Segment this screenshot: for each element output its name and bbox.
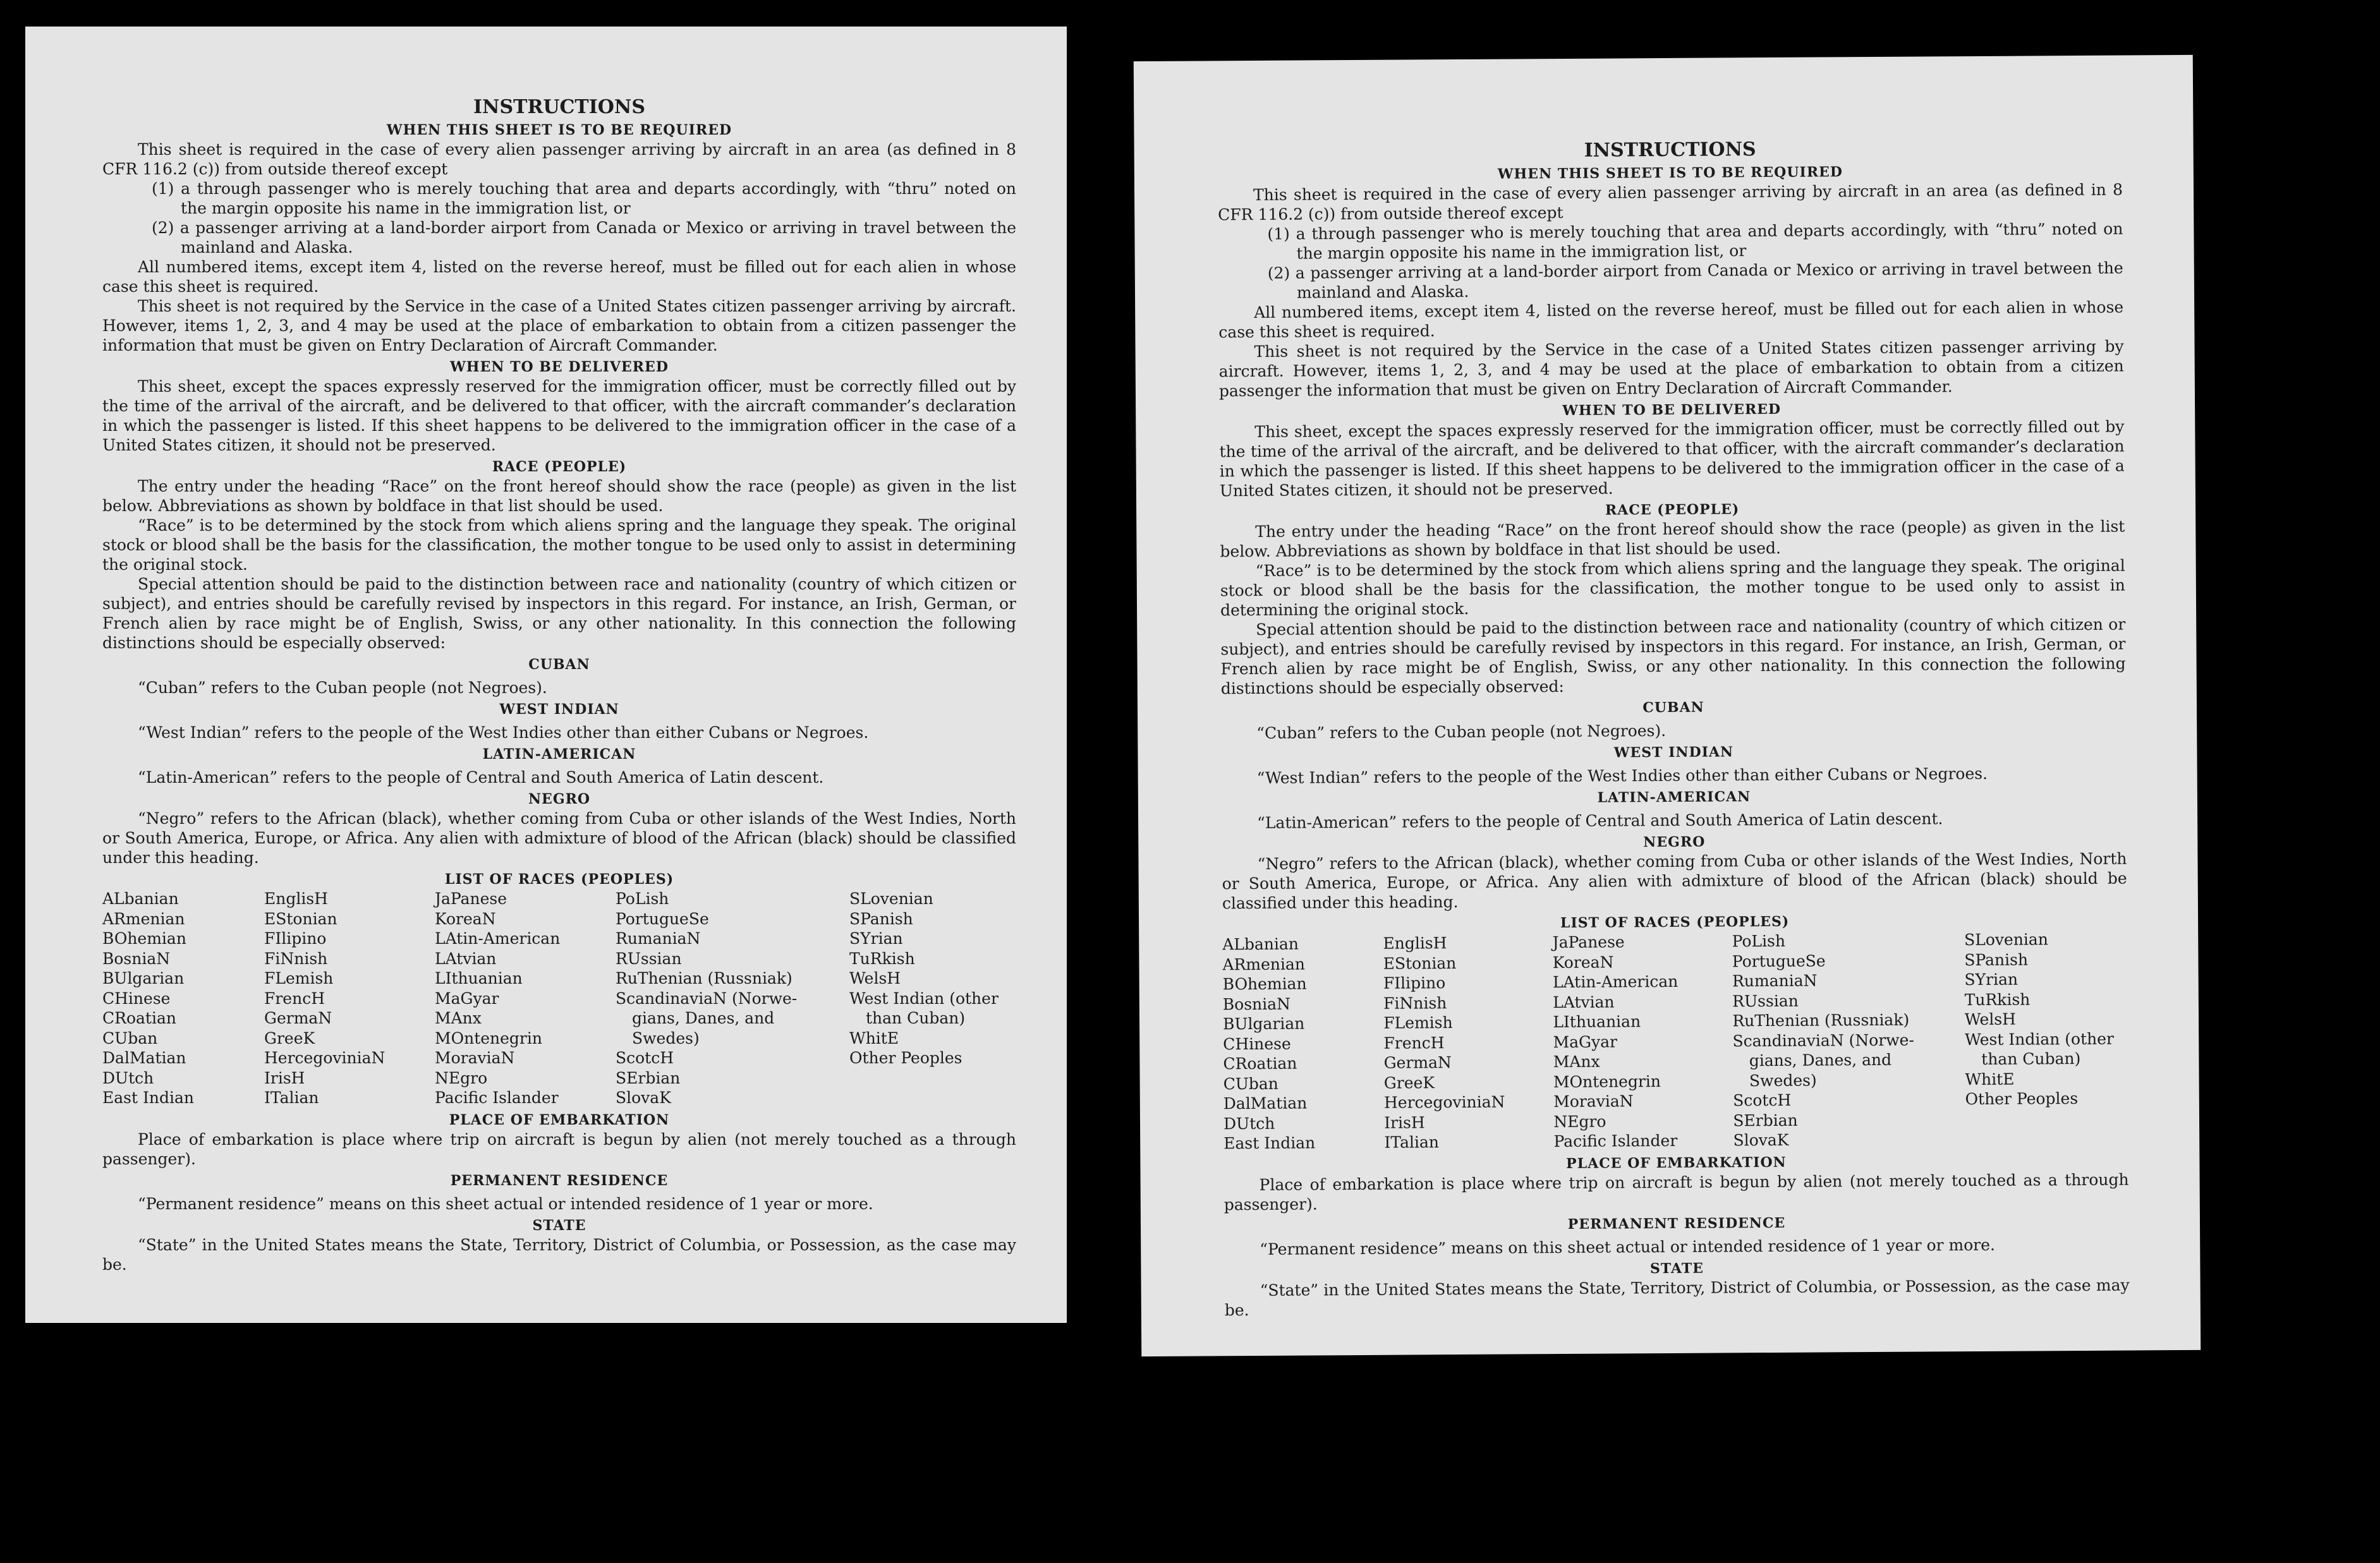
- race-entry: JaPanese: [435, 890, 507, 908]
- race-entry: LAtvian: [1553, 993, 1615, 1011]
- race-entry: JaPanese: [1552, 932, 1625, 952]
- embarkation-paragraph: Place of embarkation is place where trip on aircraft is begun by alien (not merely touched as a through passenger).: [1223, 1170, 2129, 1214]
- race-entry: DUtch: [1223, 1114, 1275, 1133]
- race-entry: LIthuanian: [1553, 1012, 1641, 1032]
- race-entry: BosniaN: [102, 949, 171, 968]
- exception-1: (1) a through passenger who is merely touching that area and departs accordingly, with “thru” noted on the margin opposite his name in the immigration list, or: [152, 179, 1016, 217]
- race-entry: MaGyar: [435, 989, 499, 1008]
- race-entry: FrencH: [264, 989, 325, 1008]
- race-entry: WelsH: [849, 969, 901, 987]
- heading-list-of-races: LIST OF RACES (PEOPLES): [444, 871, 674, 888]
- intro-paragraph: This sheet is required in the case of every alien passenger arriving by aircraft in an area (as defined in 8 CFR 116.2 (c)) from outside thereof except: [102, 140, 1016, 178]
- heading-latin-american: LATIN-AMERICAN: [482, 746, 636, 763]
- race-entry: TuRkish: [1964, 990, 2031, 1009]
- race-entry: PoLish: [1732, 931, 1786, 951]
- race-entry: BOhemian: [102, 929, 186, 948]
- race-entry: SYrian: [849, 929, 903, 948]
- race-entry: LAtin-American: [435, 929, 561, 948]
- race-entry: Other Peoples: [1965, 1089, 2079, 1109]
- intro-paragraph: This sheet is required in the case of every alien passenger arriving by aircraft in an area (as defined in 8 CFR 116.2 (c)) from outside thereof except: [1218, 180, 2123, 224]
- race-entry: FiNnish: [264, 949, 328, 968]
- race-entry: GermaN: [1383, 1053, 1452, 1072]
- race-entry: HercegoviniaN: [1383, 1092, 1505, 1112]
- heading-embarkation: PLACE OF EMBARKATION: [449, 1111, 670, 1128]
- race-entry: RUssian: [616, 949, 682, 968]
- west-indian-definition: “West Indian” refers to the people of the West Indies other than either Cubans or Negroes.: [1256, 764, 1988, 787]
- race-entry: EnglisH: [264, 890, 328, 908]
- race-paragraph-2: “Race” is to be determined by the stock from which aliens spring and the language they speak. The original stock or blood shall be the basis for the classification, the mother tongue to be used only to assist in determining the original stock.: [102, 516, 1016, 574]
- race-entry: PoLish: [616, 890, 669, 908]
- race-entry: HercegoviniaN: [264, 1049, 386, 1067]
- race-column-1: [1222, 934, 1384, 1154]
- race-entry: ScotcH: [616, 1049, 674, 1067]
- race-entry: MAnx: [1553, 1052, 1600, 1071]
- race-entry: Other Peoples: [849, 1049, 962, 1067]
- race-entry: ScandinaviaN (Norwe-: [1732, 1030, 1914, 1050]
- race-entry: FLemish: [264, 969, 334, 987]
- race-entry: ScandinaviaN (Norwe-: [616, 989, 798, 1008]
- race-entry: EStonian: [264, 909, 337, 928]
- exception-2: (2) a passenger arriving at a land-border airport from Canada or Mexico or arriving in travel between the mainland and Alaska.: [1267, 258, 2123, 302]
- negro-definition: “Negro” refers to the African (black), whether coming from Cuba or other islands of the West Indies, North or South America, Europe, or Africa. Any alien with admixture of blood of the African (black) should be classified under this heading.: [102, 809, 1016, 867]
- race-entry: PortugueSe: [1732, 951, 1826, 970]
- cuban-definition: “Cuban” refers to the Cuban people (not Negroes).: [138, 679, 547, 697]
- race-entry: SLovenian: [1964, 930, 2048, 950]
- race-entry: SLovenian: [849, 890, 933, 908]
- not-required-paragraph: This sheet is not required by the Service in the case of a United States citizen passenger arriving by aircraft. However, items 1, 2, 3, and 4 may be used at the place of embarkation to obtain from a citizen passenger the information that must be given on Entry Declaration of Aircraft Commander.: [1218, 337, 2124, 401]
- race-column-3: [435, 889, 616, 1108]
- heading-negro: NEGRO: [1643, 833, 1706, 851]
- race-entry: West Indian (other: [1964, 1029, 2115, 1049]
- race-entry: East Indian: [1223, 1133, 1316, 1153]
- race-entry: CUban: [1223, 1074, 1278, 1093]
- race-entry: MAnx: [435, 1009, 482, 1027]
- heading-race: RACE (PEOPLE): [1605, 501, 1740, 519]
- numbered-items-paragraph: All numbered items, except item 4, listed on the reverse hereof, must be filled out for each alien in whose case this sheet is required.: [1218, 298, 2124, 342]
- heading-latin-american: LATIN-AMERICAN: [1597, 788, 1751, 806]
- race-paragraph-2: “Race” is to be determined by the stock from which aliens spring and the language they speak. The original stock or blood shall be the basis for the classification, the mother tongue to be used only to assist in determining the original stock.: [1220, 556, 2125, 620]
- heading-race: RACE (PEOPLE): [492, 459, 627, 475]
- cuban-definition: “Cuban” refers to the Cuban people (not Negroes).: [1256, 721, 1667, 742]
- race-entry: LAtvian: [435, 949, 497, 968]
- west-indian-definition: “West Indian” refers to the people of the West Indies other than either Cubans or Negroes.: [138, 723, 869, 742]
- race-entry: WhitE: [849, 1029, 899, 1047]
- state-definition: “State” in the United States means the State, Territory, District of Columbia, or Possession, as the case may be.: [102, 1235, 1016, 1274]
- race-entry: SErbian: [1733, 1111, 1798, 1130]
- race-entry: PortugueSe: [616, 909, 709, 928]
- race-entry: CHinese: [102, 989, 171, 1008]
- embarkation-paragraph: Place of embarkation is place where trip on aircraft is begun by alien (not merely touched as a through passenger).: [102, 1130, 1016, 1168]
- race-entry: Pacific Islander: [1553, 1131, 1678, 1151]
- race-column-2: [264, 889, 435, 1108]
- latin-american-definition: “Latin-American” refers to the people of Central and South America of Latin descent.: [1257, 809, 1943, 832]
- race-entry: CUban: [102, 1029, 158, 1047]
- heading-west-indian: WEST INDIAN: [499, 701, 619, 718]
- race-entry: CRoatian: [102, 1009, 176, 1027]
- race-entry: ITalian: [264, 1089, 319, 1107]
- race-entry: FIlipino: [1383, 974, 1446, 993]
- race-entry: NEgro: [435, 1068, 488, 1087]
- race-entry: LIthuanian: [435, 969, 523, 987]
- race-entry: Pacific Islander: [435, 1089, 559, 1107]
- race-entry: LAtin-American: [1552, 972, 1679, 992]
- race-entry: gians, Danes, and: [1749, 1050, 1892, 1070]
- heading-state: STATE: [1649, 1260, 1704, 1277]
- heading-when-required: WHEN THIS SHEET IS TO BE REQUIRED: [1497, 164, 1843, 183]
- not-required-paragraph: This sheet is not required by the Service in the case of a United States citizen passenger arriving by aircraft. However, items 1, 2, 3, and 4 may be used at the place of embarkation to obtain from a citizen passenger the information that must be given on Entry Declaration of Aircraft Commander.: [102, 297, 1016, 354]
- race-entry: gians, Danes, and: [632, 1009, 775, 1027]
- race-entry: SPanish: [1964, 950, 2029, 969]
- state-definition: “State” in the United States means the State, Territory, District of Columbia, or Possession, as the case may be.: [1224, 1276, 2130, 1319]
- residence-definition: “Permanent residence” means on this sheet actual or intended residence of 1 year or more.: [1260, 1235, 1996, 1258]
- heading-when-delivered: WHEN TO BE DELIVERED: [450, 359, 669, 375]
- heading-when-required: WHEN THIS SHEET IS TO BE REQUIRED: [386, 122, 732, 138]
- heading-state: STATE: [532, 1217, 586, 1234]
- race-entry: FrencH: [1383, 1033, 1445, 1053]
- race-entry: ALbanian: [1222, 934, 1299, 954]
- race-column-2: [1383, 932, 1553, 1152]
- race-entry: FLemish: [1383, 1013, 1453, 1032]
- title: INSTRUCTIONS: [1584, 138, 1756, 162]
- race-entry: EnglisH: [1383, 934, 1447, 953]
- race-entry: SErbian: [616, 1068, 681, 1087]
- race-entry: GreeK: [264, 1029, 315, 1047]
- race-entry: SlovaK: [1733, 1130, 1789, 1150]
- race-entry: DalMatian: [1223, 1094, 1308, 1113]
- heading-west-indian: WEST INDIAN: [1613, 744, 1734, 761]
- race-entry: MoraviaN: [435, 1049, 515, 1067]
- race-list: [102, 889, 1016, 1108]
- race-entry: GermaN: [264, 1009, 332, 1027]
- race-paragraph-1: The entry under the heading “Race” on the front hereof should show the race (people) as given in the list below. Abbreviations as shown by boldface in that list should be used.: [102, 477, 1016, 515]
- race-entry: KoreaN: [435, 909, 496, 928]
- race-entry: than Cuban): [866, 1009, 966, 1027]
- race-column-3: [1553, 931, 1733, 1151]
- race-entry: DUtch: [102, 1068, 154, 1087]
- race-column-5: [1964, 929, 2128, 1149]
- exception-1: (1) a through passenger who is merely touching that area and departs accordingly, with “thru” noted on the margin opposite his name in the immigration list, or: [1267, 219, 2123, 263]
- race-paragraph-3: Special attention should be paid to the distinction between race and nationality (country of which citizen or subject), and entries should be carefully revised by inspectors in this regard. For instance, an Irish, German, or French alien by race might be of English, Swiss, or any other nationality. In this connection the following distinctions should be especially observed:: [102, 575, 1016, 652]
- race-column-4: [1732, 930, 1966, 1150]
- race-entry: SPanish: [849, 909, 913, 928]
- race-entry: TuRkish: [849, 949, 915, 968]
- heading-cuban: CUBAN: [1642, 699, 1704, 716]
- race-entry: ALbanian: [102, 890, 179, 908]
- race-entry: FiNnish: [1383, 993, 1447, 1013]
- race-entry: RumaniaN: [1732, 971, 1818, 991]
- race-entry: BUlgarian: [1222, 1014, 1305, 1034]
- race-entry: ScotcH: [1733, 1090, 1792, 1110]
- race-column-4: [616, 889, 849, 1108]
- race-entry: GreeK: [1383, 1073, 1435, 1092]
- race-entry: NEgro: [1553, 1112, 1606, 1131]
- race-entry: ITalian: [1384, 1133, 1440, 1152]
- latin-american-definition: “Latin-American” refers to the people of Central and South America of Latin descent.: [138, 768, 824, 787]
- race-list: [1222, 929, 2128, 1154]
- race-entry: Swedes): [632, 1029, 700, 1047]
- race-entry: SlovaK: [616, 1089, 671, 1107]
- heading-embarkation: PLACE OF EMBARKATION: [1566, 1154, 1787, 1172]
- when-delivered-paragraph: This sheet, except the spaces expressly reserved for the immigration officer, must be correctly filled out by the time of the arrival of the aircraft, and be delivered to that officer, with the aircraft commander’s declaration in which the passenger is listed. If this sheet happens to be delivered to the immigration officer in the case of a United States citizen, it should not be preserved.: [102, 377, 1016, 454]
- race-paragraph-1: The entry under the heading “Race” on the front hereof should show the race (people) as given in the list below. Abbreviations as shown by boldface in that list should be used.: [1220, 517, 2125, 561]
- race-entry: MaGyar: [1553, 1032, 1618, 1051]
- race-paragraph-3: Special attention should be paid to the distinction between race and nationality (country of which citizen or subject), and entries should be carefully revised by inspectors in this regard. For instance, an Irish, German, or French alien by race might be of English, Swiss, or any other nationality. In this connection the following distinctions should be especially observed:: [1220, 615, 2126, 698]
- when-delivered-paragraph: This sheet, except the spaces expressly reserved for the immigration officer, must be correctly filled out by the time of the arrival of the aircraft, and be delivered to that officer, with the aircraft commander’s declaration in which the passenger is listed. If this sheet happens to be delivered to the immigration officer in the case of a United States citizen, it should not be preserved.: [1219, 417, 2125, 500]
- race-entry: Swedes): [1749, 1071, 1817, 1090]
- heading-list-of-races: LIST OF RACES (PEOPLES): [1560, 913, 1790, 932]
- race-entry: MOntenegrin: [435, 1029, 542, 1047]
- document-page-right: [1134, 55, 2201, 1356]
- race-entry: WelsH: [1964, 1010, 2017, 1029]
- race-entry: RUssian: [1732, 991, 1799, 1010]
- race-entry: BOhemian: [1222, 974, 1307, 994]
- race-entry: East Indian: [102, 1089, 194, 1107]
- race-entry: MoraviaN: [1553, 1092, 1634, 1111]
- race-entry: ARmenian: [1222, 955, 1306, 974]
- race-entry: IrisH: [1384, 1113, 1425, 1132]
- race-entry: West Indian (other: [849, 989, 999, 1008]
- race-entry: BosniaN: [1222, 994, 1291, 1013]
- race-entry: MOntenegrin: [1553, 1071, 1661, 1091]
- title: INSTRUCTIONS: [473, 96, 645, 118]
- race-entry: CHinese: [1223, 1034, 1291, 1053]
- race-entry: KoreaN: [1552, 953, 1614, 972]
- race-column-1: [102, 889, 264, 1108]
- race-entry: EStonian: [1383, 953, 1457, 973]
- numbered-items-paragraph: All numbered items, except item 4, listed on the reverse hereof, must be filled out for each alien in whose case this sheet is required.: [102, 258, 1016, 296]
- race-entry: RuThenian (Russniak): [616, 969, 792, 987]
- race-entry: FIlipino: [264, 929, 327, 948]
- heading-permanent-residence: PERMANENT RESIDENCE: [450, 1172, 669, 1189]
- race-entry: DalMatian: [102, 1049, 186, 1067]
- race-entry: IrisH: [264, 1068, 305, 1087]
- heading-negro: NEGRO: [528, 791, 591, 807]
- race-entry: CRoatian: [1223, 1054, 1297, 1073]
- document-page-left: [25, 27, 1067, 1323]
- residence-definition: “Permanent residence” means on this sheet actual or intended residence of 1 year or more.: [138, 1194, 873, 1213]
- negro-definition: “Negro” refers to the African (black), whether coming from Cuba or other islands of the West Indies, North or South America, Europe, or Africa. Any alien with admixture of blood of the African (black) should be classified under this heading.: [1222, 849, 2127, 913]
- race-column-5: [849, 889, 1014, 1108]
- heading-when-delivered: WHEN TO BE DELIVERED: [1562, 401, 1782, 419]
- race-entry: WhitE: [1965, 1070, 2015, 1089]
- heading-permanent-residence: PERMANENT RESIDENCE: [1567, 1214, 1786, 1233]
- race-entry: RuThenian (Russniak): [1732, 1010, 1910, 1030]
- race-entry: RumaniaN: [616, 929, 701, 948]
- race-entry: ARmenian: [102, 909, 185, 928]
- heading-cuban: CUBAN: [528, 656, 590, 673]
- race-entry: BUlgarian: [102, 969, 185, 987]
- exception-2: (2) a passenger arriving at a land-border airport from Canada or Mexico or arriving in travel between the mainland and Alaska.: [152, 219, 1016, 256]
- race-entry: than Cuban): [1981, 1049, 2081, 1068]
- race-entry: SYrian: [1964, 970, 2019, 989]
